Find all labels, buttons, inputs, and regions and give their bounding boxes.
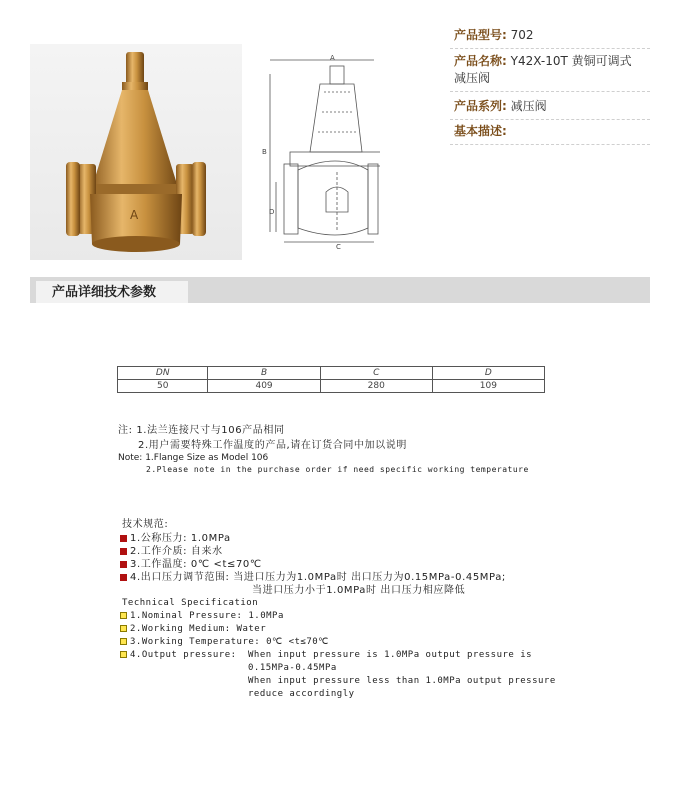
series-value: 减压阀 xyxy=(510,99,547,113)
table-header-c: C xyxy=(320,367,432,380)
yellow-bullet-icon xyxy=(120,625,127,632)
section-title: 产品详细技术参数 xyxy=(36,281,188,303)
drawing-label-a: A xyxy=(330,54,335,62)
brass-valve-image xyxy=(30,44,242,260)
table-cell-dn: 50 xyxy=(118,380,208,393)
yellow-bullet-icon xyxy=(120,638,127,645)
name-label: 产品名称: xyxy=(454,54,507,68)
technical-drawing xyxy=(262,52,380,254)
note-cn-2: 2.用户需要特殊工作温度的产品,请在订货合同中加以说明 xyxy=(138,440,407,451)
yellow-bullet-icon xyxy=(120,612,127,619)
table-header-dn: DN xyxy=(118,367,208,380)
spec-description xyxy=(450,118,650,145)
tech-en-item-4: 4.Output pressure: xyxy=(120,650,237,660)
tech-en-item-4-line-4: reduce accordingly xyxy=(248,689,355,699)
model-label: 产品型号: xyxy=(454,28,507,42)
drawing-label-b: B xyxy=(262,148,267,156)
red-bullet-icon xyxy=(120,535,127,542)
svg-text:A: A xyxy=(130,208,139,222)
table-header-b: B xyxy=(208,367,320,380)
table-row xyxy=(118,380,545,393)
red-bullet-icon xyxy=(120,561,127,568)
tech-cn-item-3: 3.工作温度: 0℃ <t≤70℃ xyxy=(120,555,262,570)
yellow-bullet-icon xyxy=(120,651,127,658)
series-label: 产品系列: xyxy=(454,99,507,113)
table-header-row xyxy=(118,367,545,380)
spec-model xyxy=(450,22,650,49)
drawing-label-d: D xyxy=(269,208,275,216)
tech-cn-title: 技术规范: xyxy=(122,519,169,530)
tech-en-item-4-line-3: When input pressure less than 1.0MPa output pressure xyxy=(248,676,556,686)
dimension-table xyxy=(117,366,545,393)
table-header-d: D xyxy=(432,367,544,380)
tech-cn-item-4: 4.出口压力调节范围: 当进口压力为1.0MPa时 出口压力为0.15MPa-0.45MPa; xyxy=(120,568,506,583)
tech-en-item-4-line-2: 0.15MPa-0.45MPa xyxy=(248,663,337,673)
tech-cn-item-4-cont: 当进口压力小于1.0MPa时 出口压力相应降低 xyxy=(252,585,466,596)
table-cell-c: 280 xyxy=(320,380,432,393)
tech-cn-item-1: 1.公称压力: 1.0MPa xyxy=(120,529,231,544)
tech-cn-item-2: 2.工作介质: 自来水 xyxy=(120,542,223,557)
note-en-1: Note: 1.Flange Size as Model 106 xyxy=(118,453,269,463)
name-value-line2: 减压阀 xyxy=(454,71,491,85)
product-photo xyxy=(30,44,242,260)
spec-series xyxy=(450,93,650,120)
drawing-label-c: C xyxy=(336,243,341,251)
desc-label: 基本描述: xyxy=(454,124,507,138)
note-en-2: 2.Please note in the purchase order if need specific working temperature xyxy=(146,465,529,474)
red-bullet-icon xyxy=(120,548,127,555)
name-value-line1: Y42X-10T 黄铜可调式 xyxy=(510,54,632,68)
note-cn-1: 注: 1.法兰连接尺寸与106产品相同 xyxy=(118,425,285,436)
spec-name xyxy=(450,48,650,92)
tech-en-item-3: 3.Working Temperature: 0℃ <t≤70℃ xyxy=(120,637,329,647)
tech-en-title: Technical Specification xyxy=(122,598,259,608)
table-cell-d: 109 xyxy=(432,380,544,393)
tech-en-item-4-line-1: When input pressure is 1.0MPa output pressure is xyxy=(248,650,533,660)
tech-en-item-1: 1.Nominal Pressure: 1.0MPa xyxy=(120,611,284,621)
table-cell-b: 409 xyxy=(208,380,320,393)
red-bullet-icon xyxy=(120,574,127,581)
model-value: 702 xyxy=(510,28,534,42)
tech-en-item-2: 2.Working Medium: Water xyxy=(120,624,266,634)
